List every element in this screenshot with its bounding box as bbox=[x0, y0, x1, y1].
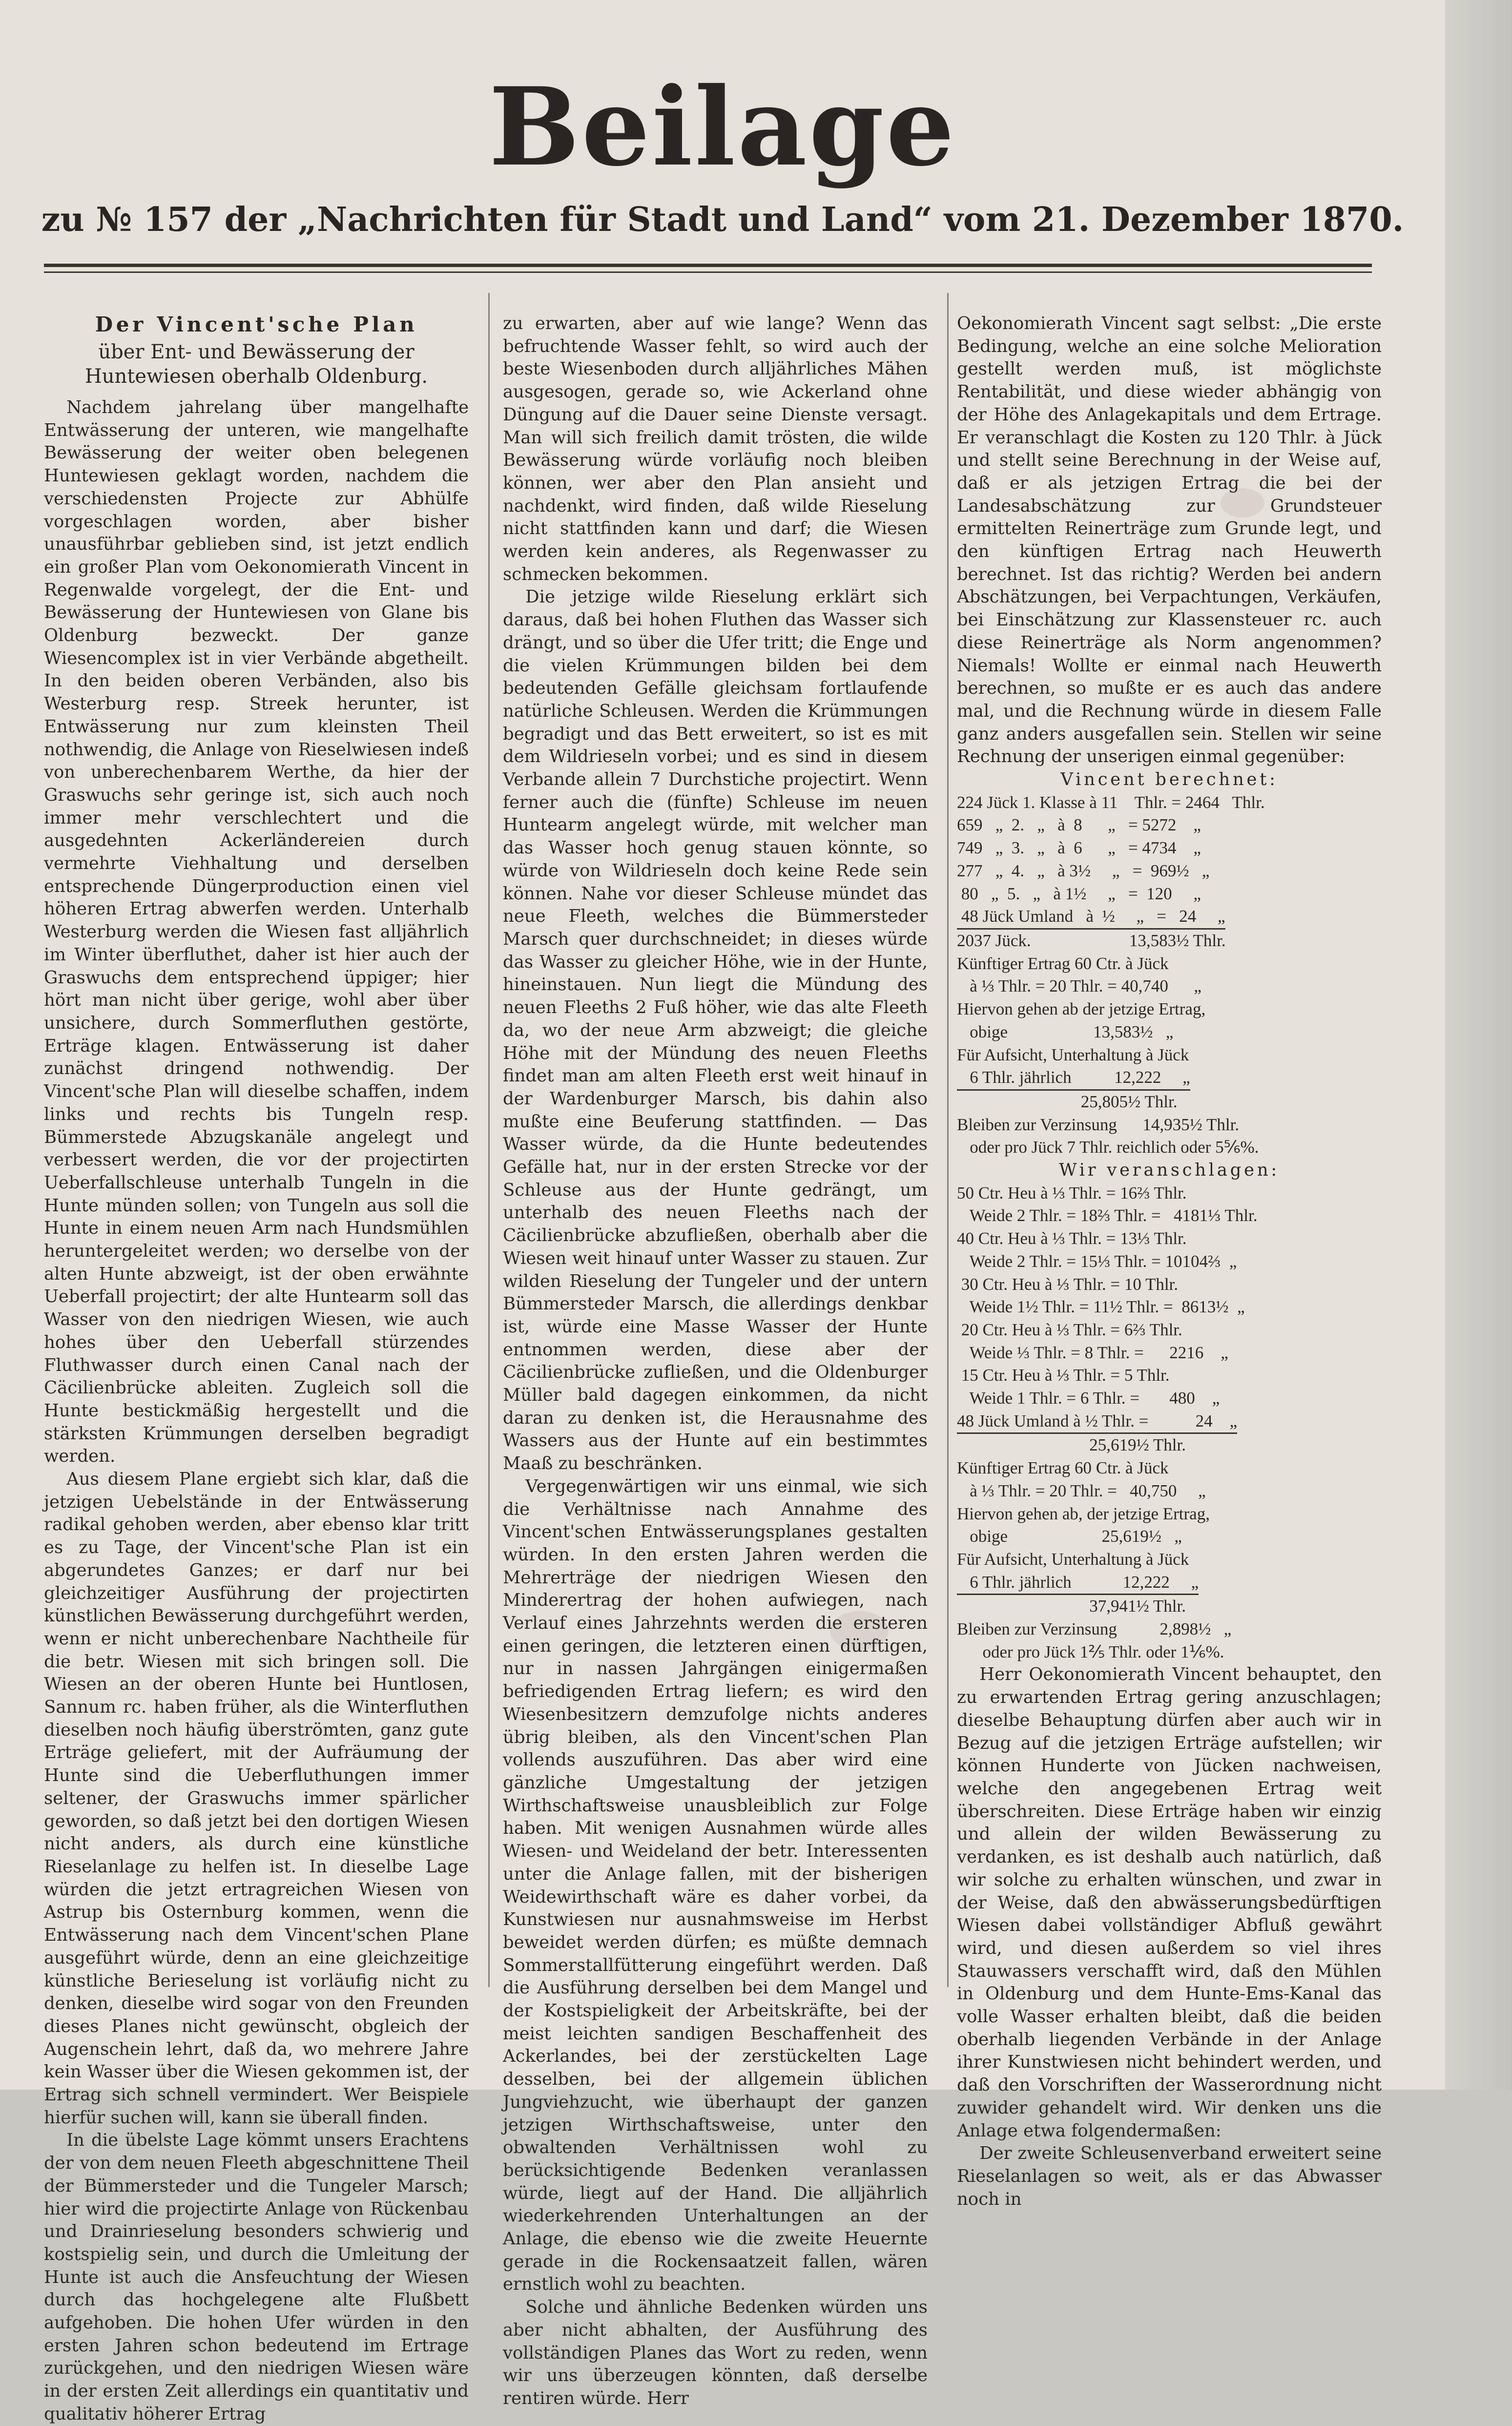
table-row: 80 „ 5. „ à 1½ „ = 120 „ bbox=[957, 884, 1201, 903]
paragraph: Die jetzige wilde Rieselung erklärt sich daraus, daß bei hohen Fluthen das Wasser sich drängt, und so über die Ufer tritt; die Enge und die vielen Krümmungen bilden bei dem bedeutenden Gefälle gleichsam fortlaufende natürliche Schleusen. Werden die Krümmungen begradigt und das Bett erweitert, so ist es mit dem Wildrieseln vorbei; und es sind in diesem Verbande allein 7 Durchstiche projectirt. Wenn ferner auch die (fünfte) Schleuse im neuen Huntearm angelegt würde, mit welcher man das Wasser hoch genug stauen könnte, so würde von Wildrieseln doch keine Rede sein können. Nahe vor dieser Schleuse mündet das neue Fleeth, welches die Bümmersteder Marsch quer durchschneidet; in dieses würde das Wasser zu gleicher Höhe, wie in der Hunte, hineinstauen. Nun liegt die Mündung des neuen Fleeths 2 Fuß höher, wie das alte Fleeth da, wo der neue Arm abzweigt; die gleiche Höhe mit der Mündung des neuen Fleeths findet man am alten Fleeth erst weit hinauf in der Wardenburger Marsch, bis dahin also mußte eine Beuferung stattfinden. — Das Wasser würde, da die Hunte bedeutendes Gefälle hat, nur in der ersten Strecke vor der Schleuse aus der Hunte gedrängt, um unterhalb des neuen Fleeths nach der Cäcilienbrücke abzufließen, oberhalb aber die Wiesen weit hinauf unter Wasser zu stauen. Zur wilden Rieselung der Tungeler und der untern Bümmersteder Marsch, die allerdings denkbar ist, würde eine Masse Wasser der Hunte entnommen werden, diese aber der Cäcilienbrücke zufließen, und die Oldenburger Müller bald dagegen einkommen, da nicht daran zu denken ist, die Herausnahme des Wassers aus der Hunte auf ein bestimmtes Maaß zu beschränken. bbox=[503, 587, 928, 1474]
table-row: à ⅓ Thlr. = 20 Thlr. = 40,750 „ bbox=[957, 1481, 1206, 1500]
table-row: 48 Jück Umland à ½ „ = 24 „ bbox=[957, 905, 1225, 930]
page-edge bbox=[1445, 0, 1512, 2090]
paragraph: In die übelste Lage kömmt unsers Erachtens der von dem neuen Fleeth abgeschnittene Theil der Bümmersteder und die Tungeler Marsch; hier wird die projectirte Anlage von Rückenbau und Drainrieselung besonders schwierig und kostspielig sein, und durch die Umleitung der Hunte ist auch die Ansfeuchtung der Wiesen durch das hochgelegene alte Flußbett aufgehoben. Die hohen Ufer würden in den ersten Jahren schon bedeutend im Ertrage zurückgehen, und den niedrigen Wiesen wäre in der ersten Zeit allerdings ein quantitativ und qualitativ höherer Ertrag bbox=[44, 2130, 469, 2424]
table-row: 224 Jück 1. Klasse à 11 Thlr. = 2464 Thlr. bbox=[957, 792, 1265, 812]
header-rule-thick bbox=[44, 264, 1372, 267]
table-row: 37,941½ Thlr. bbox=[957, 1597, 1186, 1616]
table-row: Bleiben zur Verzinsung 14,935½ Thlr. bbox=[957, 1115, 1240, 1134]
paragraph: Oekonomierath Vincent sagt selbst: „Die erste Bedingung, welche an eine solche Melioration gestellt werden muß, ist möglichste Rentabilität, und diese wieder abhängig von der Höhe des Anlagekapitals und dem Ertrage. Er veranschlagt die Kosten zu 120 Thlr. à Jück und stellt seine Berechnung in der Weise auf, daß er als jetzigen Ertrag die bei der Landesabschätzung zur Grundsteuer ermittelten Reinerträge zum Grunde legt, und den künftigen Ertrag nach Heuwerth berechnet. Ist das richtig? Werden bei andern Abschätzungen, bei Verpachtungen, Verkäufen, bei Einschätzung zur Klassensteuer rc. auch diese Reinerträge als Norm angenommen? Niemals! Wollte er einmal nach Heuwerth berechnen, so mußte er es auch das andere mal, und die Rechnung würde in diesem Falle ganz anders ausgefallen sein. Stellen wir seine Rechnung der unserigen einmal gegenüber: bbox=[957, 313, 1382, 767]
table-row: 48 Jück Umland à ½ Thlr. = 24 „ bbox=[957, 1410, 1237, 1434]
paragraph: Der zweite Schleusenverband erweitert seine Rieselanlagen so weit, als er das Abwasser noch in bbox=[957, 2143, 1382, 2209]
masthead-subtitle: zu № 157 der „Nachrichten für Stadt und Land“ vom 21. Dezember 1870. bbox=[41, 200, 1404, 239]
table-row: Für Aufsicht, Unterhaltung à Jück bbox=[957, 1045, 1189, 1064]
paragraph: Herr Oekonomierath Vincent behauptet, den zu erwartenden Ertrag gering anzuschlagen; dieselbe Behauptung dürfen aber auch wir in Bezug auf die jetzigen Erträge aufstellen; wir können Hunderte von Jücken nachweisen, welche den angegebenen Ertrag weit überschreiten. Diese Erträge haben wir einzig und allein der wilden Bewässerung zu verdanken, es ist deshalb auch natürlich, daß wir solche zu erhalten wünschen, und zwar in der Weise, daß den abwässerungsbedürftigen Wiesen dabei vollständiger Abfluß gewährt wird, und diesen außerdem so viel ihres Stauwassers verschafft wird, daß den Mühlen in Oldenburg und dem Hunte-Ems-Kanal das volle Wasser erhalten bleibt, daß die beiden oberhalb liegenden Verbände in der Anlage ihrer Kunstwiesen nicht behindert werden, und daß den Vorschriften der Wasserordnung nicht zuwider gehandelt wird. Wir denken uns die Anlage etwa folgendermaßen: bbox=[957, 1664, 1382, 2141]
table-row: 20 Ctr. Heu à ⅓ Thlr. = 6⅔ Thlr. bbox=[957, 1320, 1182, 1339]
column-3 bbox=[957, 312, 1382, 2211]
table-row: Weide 2 Thlr. = 15⅓ Thlr. = 10104⅔ „ bbox=[957, 1251, 1237, 1271]
table-row: 6 Thlr. jährlich 12,222 „ bbox=[957, 1571, 1199, 1596]
table-row: 50 Ctr. Heu à ⅓ Thlr. = 16⅔ Thlr. bbox=[957, 1183, 1187, 1203]
table-row: Weide 2 Thlr. = 18⅔ Thlr. = 4181⅓ Thlr. bbox=[957, 1206, 1258, 1225]
table-row: 40 Ctr. Heu à ⅓ Thlr. = 13⅓ Thlr. bbox=[957, 1229, 1187, 1248]
table-row: à ⅓ Thlr. = 20 Thlr. = 40,740 „ bbox=[957, 976, 1201, 996]
article-subheading: über Ent- und Bewässerung der Huntewiesen oberhalb Oldenburg. bbox=[84, 341, 428, 388]
table-row: 2037 Jück. 13,583½ Thlr. bbox=[957, 931, 1226, 950]
table-row: obige 25,619½ „ bbox=[957, 1527, 1182, 1546]
table-heading-vincent: Vincent berechnet: bbox=[1060, 769, 1278, 790]
table-row: Künftiger Ertrag 60 Ctr. à Jück bbox=[957, 1458, 1169, 1478]
paragraph: Solche und ähnliche Bedenken würden uns aber nicht abhalten, der Ausführung des vollständigen Planes das Wort zu reden, wenn wir uns überzeugen könnten, daß derselbe rentiren würde. Herr bbox=[503, 2297, 928, 2408]
article-heading: Der Vincent'sche Plan bbox=[95, 312, 418, 336]
table-heading-ours: Wir veranschlagen: bbox=[1059, 1160, 1280, 1181]
column-2 bbox=[503, 312, 928, 2410]
column-divider bbox=[947, 293, 949, 1987]
table-row: 749 „ 3. „ à 6 „ = 4734 „ bbox=[957, 838, 1201, 858]
paragraph: zu erwarten, aber auf wie lange? Wenn das befruchtende Wasser fehlt, so wird auch der beste Wiesenboden durch alljährliches Mähen ausgesogen, gerade so, wie Ackerland ohne Düngung auf die Dauer seine Dienste versagt. Man will sich freilich damit trösten, die wilde Bewässerung würde vorläufig noch bleiben können, wer aber den Plan ansieht und nachdenkt, wird finden, daß wilde Rieselung nicht stattfinden kann und darf; die Wiesen werden kein anderes, als Regenwasser zu schmecken bekommen. bbox=[503, 313, 928, 584]
column-divider bbox=[488, 293, 490, 1987]
table-row: Weide ⅓ Thlr. = 8 Thlr. = 2216 „ bbox=[957, 1343, 1228, 1362]
table-row: oder pro Jück 7 Thlr. reichlich oder 5⅚%. bbox=[957, 1138, 1259, 1157]
header-rule-thin bbox=[44, 271, 1372, 273]
table-row: oder pro Jück 1⅖ Thlr. oder 1⅙%. bbox=[957, 1642, 1224, 1661]
table-row: Künftiger Ertrag 60 Ctr. à Jück bbox=[957, 954, 1169, 973]
table-row: 277 „ 4. „ à 3½ „ = 969½ „ bbox=[957, 861, 1210, 880]
table-row: 659 „ 2. „ à 8 „ = 5272 „ bbox=[957, 815, 1201, 835]
table-row: obige 13,583½ „ bbox=[957, 1022, 1174, 1041]
table-row: Hiervon gehen ab, der jetzige Ertrag, bbox=[957, 1504, 1210, 1523]
table-row: Für Aufsicht, Unterhaltung à Jück bbox=[957, 1549, 1189, 1569]
table-row: 25,619½ Thlr. bbox=[957, 1435, 1186, 1455]
table-row: 15 Ctr. Heu à ⅓ Thlr. = 5 Thlr. bbox=[957, 1366, 1170, 1385]
table-row: Weide 1 Thlr. = 6 Thlr. = 480 „ bbox=[957, 1389, 1220, 1408]
paragraph: Vergegenwärtigen wir uns einmal, wie sich die Verhältnisse nach Annahme des Vincent'schen Entwässerungsplanes gestalten würden. In den ersten Jahren werden die Mehrerträge der niedrigen Wiesen den Minderertrag der hohen aufwiegen, nach Verlauf eines Jahrzehnts werden die ersteren einen geringen, die letzteren einen dürftigen, nur in nassen Jahrgängen einigermaßen befriedigenden Ertrag liefern; es wird den Wiesenbesitzern demzufolge nichts anderes übrig bleiben, als den Vincent'schen Plan vollends auszuführen. Das aber wird eine gänzliche Umgestaltung der jetzigen Wirthschaftsweise unausbleiblich zur Folge haben. Mit wenigen Ausnahmen würde alles Wiesen- und Weideland der betr. Interessenten unter die Anlage fallen, mit der bisherigen Weidewirthschaft wäre es daher vorbei, da Kunstwiesen nur ausnahmsweise im Herbst beweidet werden dürfen; es müßte demnach Sommerstallfütterung eingeführt werden. Daß die Ausführung derselben bei dem Mangel und der Kostspieligkeit der Arbeitskräfte, bei der meist leichten sandigen Beschaffenheit des Ackerlandes, bei der zerstückelten Lage desselben, bei der allgemein üblichen Jungviehzucht, wie überhaupt der ganzen jetzigen Wirthschaftsweise, unter den obwaltenden Verhältnissen wohl zu berücksichtigende Bedenken veranlassen würde, liegt auf der Hand. Die alljährlich wiederkehrenden Unterhaltungen an der Anlage, die ebenso wie die zweite Heuernte gerade in die Rockensaatzeit fallen, wären ernstlich wohl zu beachten. bbox=[503, 1476, 928, 2295]
vincent-calculation-table bbox=[957, 791, 1382, 1159]
table-row: Hiervon gehen ab der jetzige Ertrag, bbox=[957, 999, 1206, 1019]
table-row: 6 Thlr. jährlich 12,222 „ bbox=[957, 1066, 1190, 1091]
masthead-title: Beilage bbox=[489, 63, 956, 190]
table-row: 25,805½ Thlr. bbox=[957, 1092, 1178, 1111]
table-row: Bleiben zur Verzinsung 2,898½ „ bbox=[957, 1619, 1232, 1639]
table-row: Weide 1½ Thlr. = 11½ Thlr. = 8613½ „ bbox=[957, 1297, 1245, 1317]
column-1 bbox=[44, 312, 469, 2426]
paragraph: Aus diesem Plane ergiebt sich klar, daß die jetzigen Uebelstände in der Entwässerung radikal gehoben werden, aber ebenso klar tritt es zu Tage, der Vincent'sche Plan ist ein abgerundetes Ganzes; er darf nur bei gleichzeitiger Ausführung der projectirten künstlichen Bewässerung durchgeführt werden, wenn er nicht unberechenbare Nachtheile für die betr. Wiesen mit sich bringen soll. Die Wiesen an der oberen Hunte bei Huntlosen, Sannum rc. haben früher, als die Winterfluthen dieselben noch häufig überströmten, ganz gute Erträge geliefert, mit der Aufräumung der Hunte sind die Ueberfluthungen immer seltener, der Graswuchs immer spärlicher geworden, so daß jetzt bei den dortigen Wiesen nicht anders, als durch eine künstliche Rieselanlage zu helfen ist. In dieselbe Lage würden die jetzt ertragreichen Wiesen von Astrup bis Osternburg kommen, wenn die Entwässerung nach dem Vincent'schen Plane ausgeführt würde, denn an eine gleichzeitige künstliche Berieselung ist vorläufig nicht zu denken, dieselbe wird sogar von den Freunden dieses Planes nicht gewünscht, obgleich der Augenschein lehrt, daß da, wo mehrere Jahre kein Wasser über die Wiesen gekommen ist, der Ertrag sich schnell vermindert. Wer Beispiele hierfür suchen will, kann sie überall finden. bbox=[44, 1469, 469, 2128]
paragraph: Nachdem jahrelang über mangelhafte Entwässerung der unteren, wie mangelhafte Bewässerung der weiter oben belegenen Huntewiesen geklagt worden, nachdem die verschiedensten Projecte zur Abhülfe vorgeschlagen worden, aber bisher unausführbar geblieben sind, ist jetzt endlich ein großer Plan vom Oekonomierath Vincent in Regenwalde vorgelegt, der die Ent- und Bewässerung der Huntewiesen von Glane bis Oldenburg bezweckt. Der ganze Wiesencomplex ist in vier Verbände abgetheilt. In den beiden oberen Verbänden, also bis Westerburg resp. Streek herunter, ist Entwässerung nur zum kleinsten Theil nothwendig, die Anlage von Rieselwiesen indeß von unberechenbarem Werthe, da hier der Graswuchs sehr geringe ist, sich auch noch immer mehr verschlechtert und die ausgedehnten Ackerländereien durch vermehrte Viehhaltung und derselben entsprechende Düngerproduction einen viel höheren Ertrag abwerfen werden. Unterhalb Westerburg werden die Wiesen fast alljährlich im Winter überfluthet, daher ist hier auch der Graswuchs dem entsprechend üppiger; hier hört man nicht über gerige, wohl aber über unsichere, durch Sommerfluthen gestörte, Erträge klagen. Entwässerung ist daher zunächst dringend nothwendig. Der Vincent'sche Plan will dieselbe schaffen, indem links und rechts bis Tungeln resp. Bümmerstede Abzugskanäle angelegt und verbessert werden, die vor der projectirten Ueberfallschleuse unterhalb Tungeln in die Hunte münden sollen; von Tungeln aus soll die Hunte in einem neuen Arm nach Hundsmühlen heruntergeleitet werden; wo derselbe von der alten Hunte abzweigt, ist der oben erwähnte Ueberfall projectirt; der alte Huntearm soll das Wasser von den niedrigen Wiesen, wie auch hohes über den Ueberfall stürzendes Fluthwasser durch einen Canal nach der Cäcilienbrücke ableiten. Zugleich soll die Hunte bestickmäßig hergestellt und die stärksten Krümmungen derselben begradigt werden. bbox=[44, 397, 469, 1467]
masthead bbox=[0, 63, 1445, 190]
our-calculation-table bbox=[957, 1182, 1382, 1664]
table-row: 30 Ctr. Heu à ⅓ Thlr. = 10 Thlr. bbox=[957, 1274, 1179, 1294]
